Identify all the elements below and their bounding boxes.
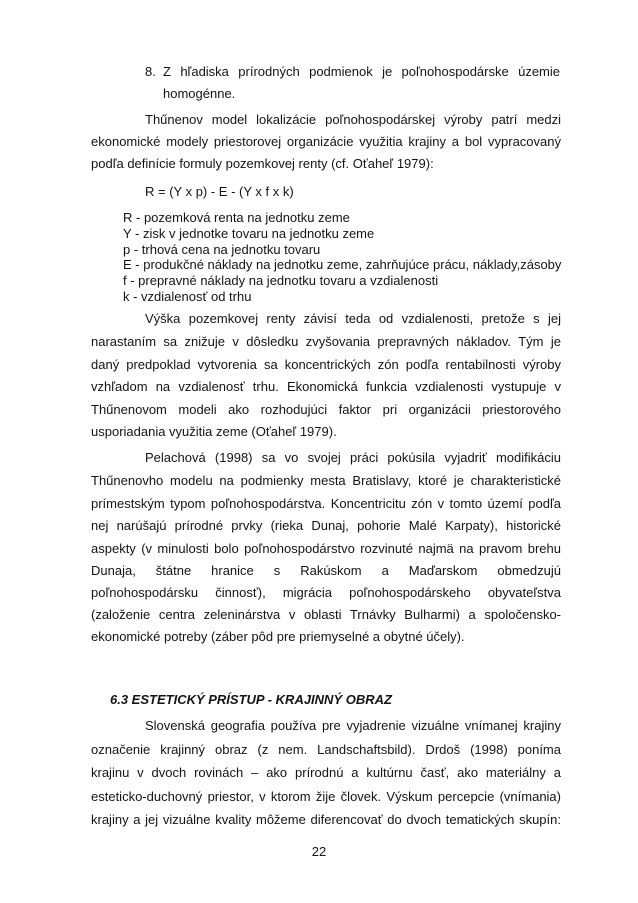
paragraph-line: Thűnenovho modelu na podmienky mesta Bratislavy, ktoré je charakteristické [91, 473, 561, 488]
formula-definition: k - vzdialenosť od trhu [123, 289, 252, 304]
paragraph-line: aspekty (v minulosti bolo poľnohospodárstvo rozvinuté najmä na pravom brehu [91, 541, 561, 556]
paragraph-line: Slovenská geografia používa pre vyjadrenie vizuálne vnímanej krajiny [145, 718, 561, 733]
paragraph-line: označenie krajinný obraz (z nem. Landschaftsbild). Drdoš (1998) poníma [91, 742, 561, 757]
formula-definition: f - prepravné náklady na jednotku tovaru a vzdialenosti [123, 273, 439, 288]
paragraph-line: daný predpoklad vytvorenia sa koncentrických zón podľa rentabilnosti výroby [91, 357, 561, 372]
paragraph-line: krajinu v dvoch rovinách – ako prírodnú a kultúrnu časť, ako materiálny a [91, 765, 561, 780]
formula-definition: E - produkčné náklady na jednotku zeme, zahrňujúce prácu, náklady,zásoby [123, 257, 562, 272]
page-number: 22 [311, 844, 327, 859]
paragraph-line: narastaním sa znižuje v dôsledku zvyšovania prepravných nákladov. Tým je [91, 334, 561, 349]
paragraph-line: ekonomické modely priestorovej organizácie využitia krajiny a bol vypracovaný [91, 134, 561, 149]
list-item-number: 8. [145, 64, 156, 79]
formula-definition: Y - zisk v jednotke tovaru na jednotku zeme [123, 226, 375, 241]
paragraph-line: prímestským typom poľnohospodárstva. Koncentricitu zón v tomto území podľa [91, 496, 561, 511]
paragraph-line: nej narúšajú prírodné prvky (rieka Dunaj, pohorie Malé Karpaty), historické [91, 518, 561, 533]
section-heading: 6.3 ESTETICKÝ PRÍSTUP - KRAJINNÝ OBRAZ [110, 692, 392, 707]
paragraph-line: poľnohospodársku činnosť), migrácia poľnohospodárskeho obyvateľstva [91, 585, 561, 600]
formula-definition: R - pozemková renta na jednotku zeme [123, 210, 350, 225]
list-item-line: homogénne. [163, 86, 236, 101]
paragraph-line: Výška pozemkovej renty závisí teda od vzdialenosti, pretože s jej [145, 311, 561, 326]
paragraph-line: usporiadania využitia zeme (Oťaheľ 1979). [91, 424, 337, 439]
paragraph-line: vzhľadom na vzdialenosť trhu. Ekonomická funkcia vzdialenosti vystupuje v [91, 379, 561, 394]
rent-formula: R = (Y x p) - E - (Y x f x k) [145, 184, 294, 199]
paragraph-line: Thűnenov model lokalizácie poľnohospodárskej výroby patrí medzi [145, 112, 561, 127]
paragraph-line: Pelachová (1998) sa vo svojej práci pokúsila vyjadriť modifikáciu [145, 450, 561, 465]
paragraph-line: ekonomické potreby (záber pôd pre priemyselné a obytné účely). [91, 629, 465, 644]
paragraph-line: esteticko-duchovný priestor, v ktorom žije človek. Výskum percepcie (vnímania) [91, 789, 561, 804]
paragraph-line: (založenie centra zeleninárstva v oblasti Trnávky Bulharmi) a spoločensko- [91, 607, 561, 622]
paragraph-line: krajiny a jej vizuálne kvality môžeme diferencovať do dvoch tematických skupín: [91, 812, 561, 827]
paragraph-line: Dunaja, štátne hranice s Rakúskom a Maďarskom obmedzujú [91, 563, 561, 578]
paragraph-line: podľa definície formuly pozemkovej renty (cf. Oťaheľ 1979): [91, 156, 434, 171]
formula-definition: p - trhová cena na jednotku tovaru [123, 242, 321, 257]
list-item-line: Z hľadiska prírodných podmienok je poľnohospodárske územie [163, 64, 560, 79]
paragraph-line: Thűnenovom modeli ako rozhodujúci faktor pri organizácii priestorového [91, 402, 561, 417]
